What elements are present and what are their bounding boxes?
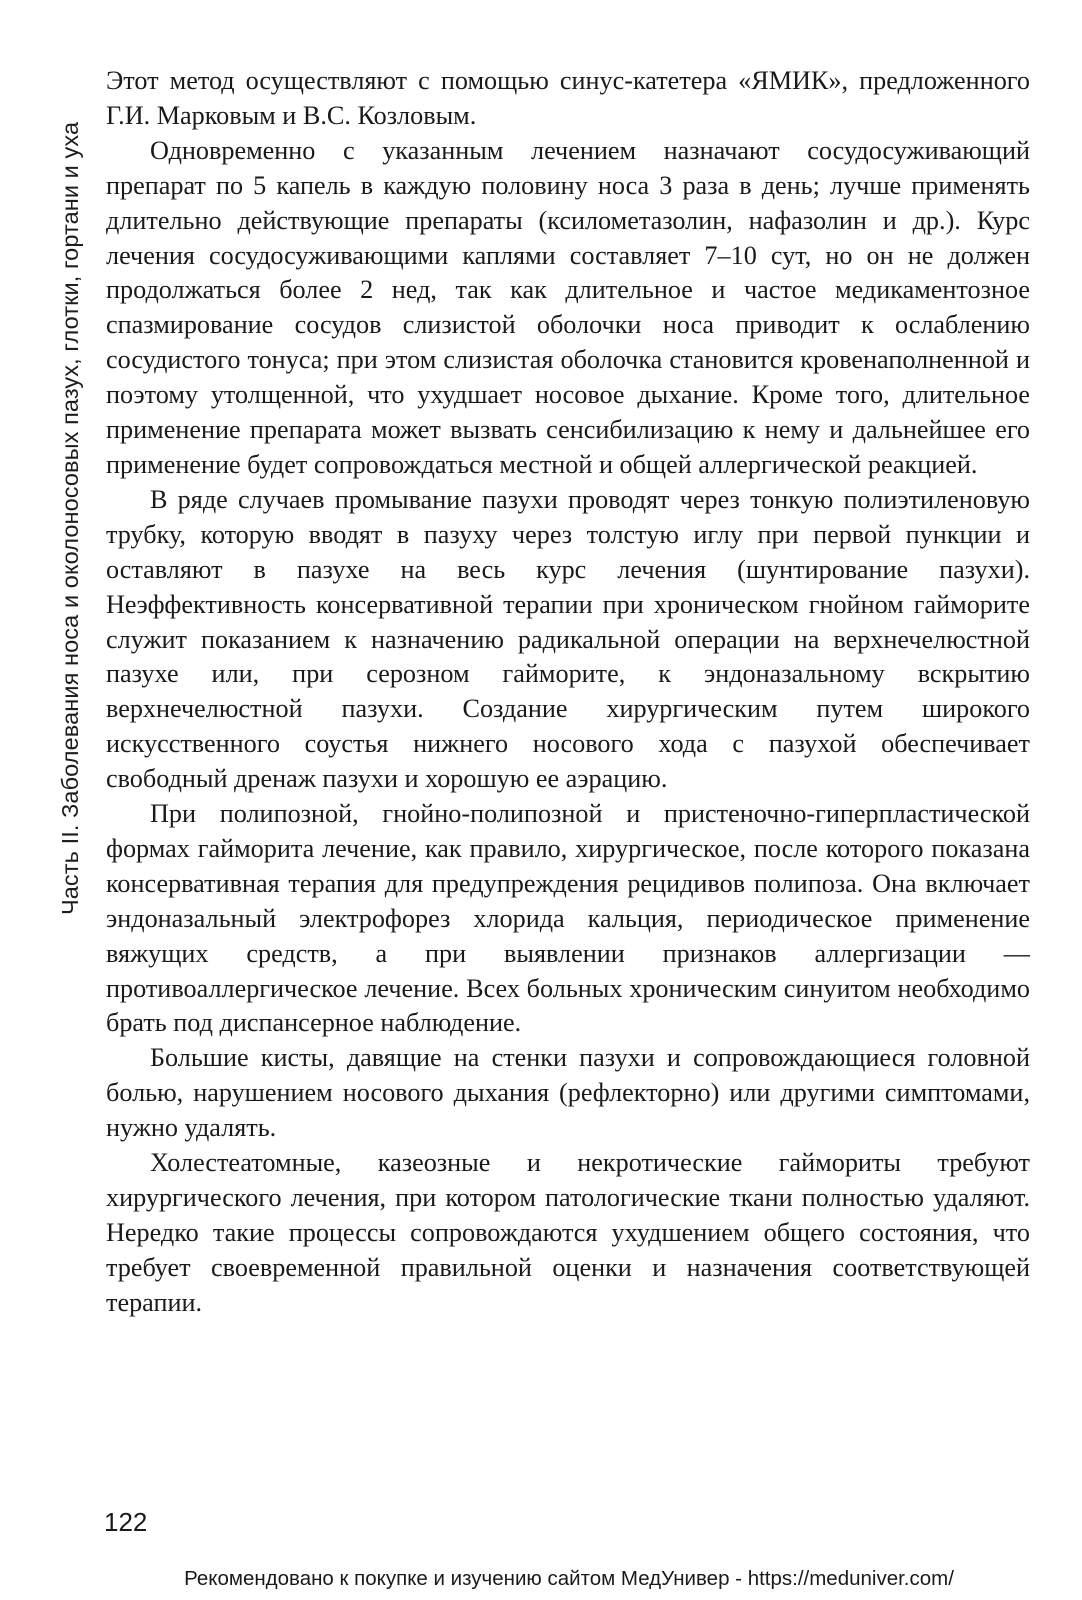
paragraph: Одновременно с указанным лечением назначают сосудосуживающий препарат по 5 капель в каждую половину носа 3 раза в день; лучше применять длительно действующие препараты (ксилометазолин, нафазолин и др.). Курс лечения сосудосуживающими каплями составляет 7–10 сут, но он не должен продолжаться более 2 нед, так как длительное и частое медикаментозное спазмирование сосудов слизистой оболочки носа приводит к ослаблению сосудистого тонуса; при этом слизистая оболочка становится кровенаполненной и поэтому утолщенной, что ухудшает носовое дыхание. Кроме того, длительное применение препарата может вызвать сенсибилизацию к нему и дальнейшее его применение будет сопровождаться местной и общей аллергической реакцией.: [106, 135, 1030, 479]
paragraph: Этот метод осуществляют с помощью синус-катетера «ЯМИК», предложенного Г.И. Марковым и В.С. Козловым.: [106, 66, 1030, 130]
paragraph: При полипозной, гнойно-полипозной и пристеночно-гиперпластической формах гайморита лечение, как правило, хирургическое, после которого показана консервативная терапия для предупреждения рецидивов полипоза. Она включает эндоназальный электрофорез хлорида кальция, периодическое применение вяжущих средств, а при выявлении признаков аллергизации — противоаллергическое лечение. Всех больных хроническим синуитом необходимо брать под диспансерное наблюдение.: [106, 799, 1030, 1038]
page-number: 122: [104, 1507, 148, 1537]
paragraph: Холестеатомные, казеозные и некротические гаймориты требуют хирургического лечения, при котором патологические ткани полностью удаляют. Нередко такие процессы сопровождаются ухудшением общего состояния, что требует своевременной правильной оценки и назначения соответствующей терапии.: [106, 1148, 1030, 1317]
paragraph: В ряде случаев промывание пазухи проводят через тонкую полиэтиленовую трубку, которую вводят в пазуху через толстую иглу при первой пункции и оставляют в пазухе на весь курс лечения (шунтирование пазухи). Неэффективность консервативной терапии при хроническом гнойном гайморите служит показанием к назначению радикальной операции на верхнечелюстной пазухе или, при серозном гайморите, к эндоназальному вскрытию верхнечелюстной пазухи. Создание хирургическим путем широкого искусственного соустья нижнего носового хода с пазухой обеспечивает свободный дренаж пазухи и хорошую ее аэрацию.: [106, 484, 1030, 794]
paragraph: Большие кисты, давящие на стенки пазухи и сопровождающиеся головной болью, нарушением носового дыхания (рефлекторно) или другими симптомами, нужно удалять.: [106, 1043, 1030, 1143]
body-text: [106, 64, 1030, 1321]
running-head: Часть II. Заболевания носа и околоносовых пазух, глотки, гортани и уха: [57, 121, 83, 915]
footer-note: Рекомендовано к покупке и изучению сайтом МедУнивер - https://meduniver.com/: [184, 1567, 954, 1590]
